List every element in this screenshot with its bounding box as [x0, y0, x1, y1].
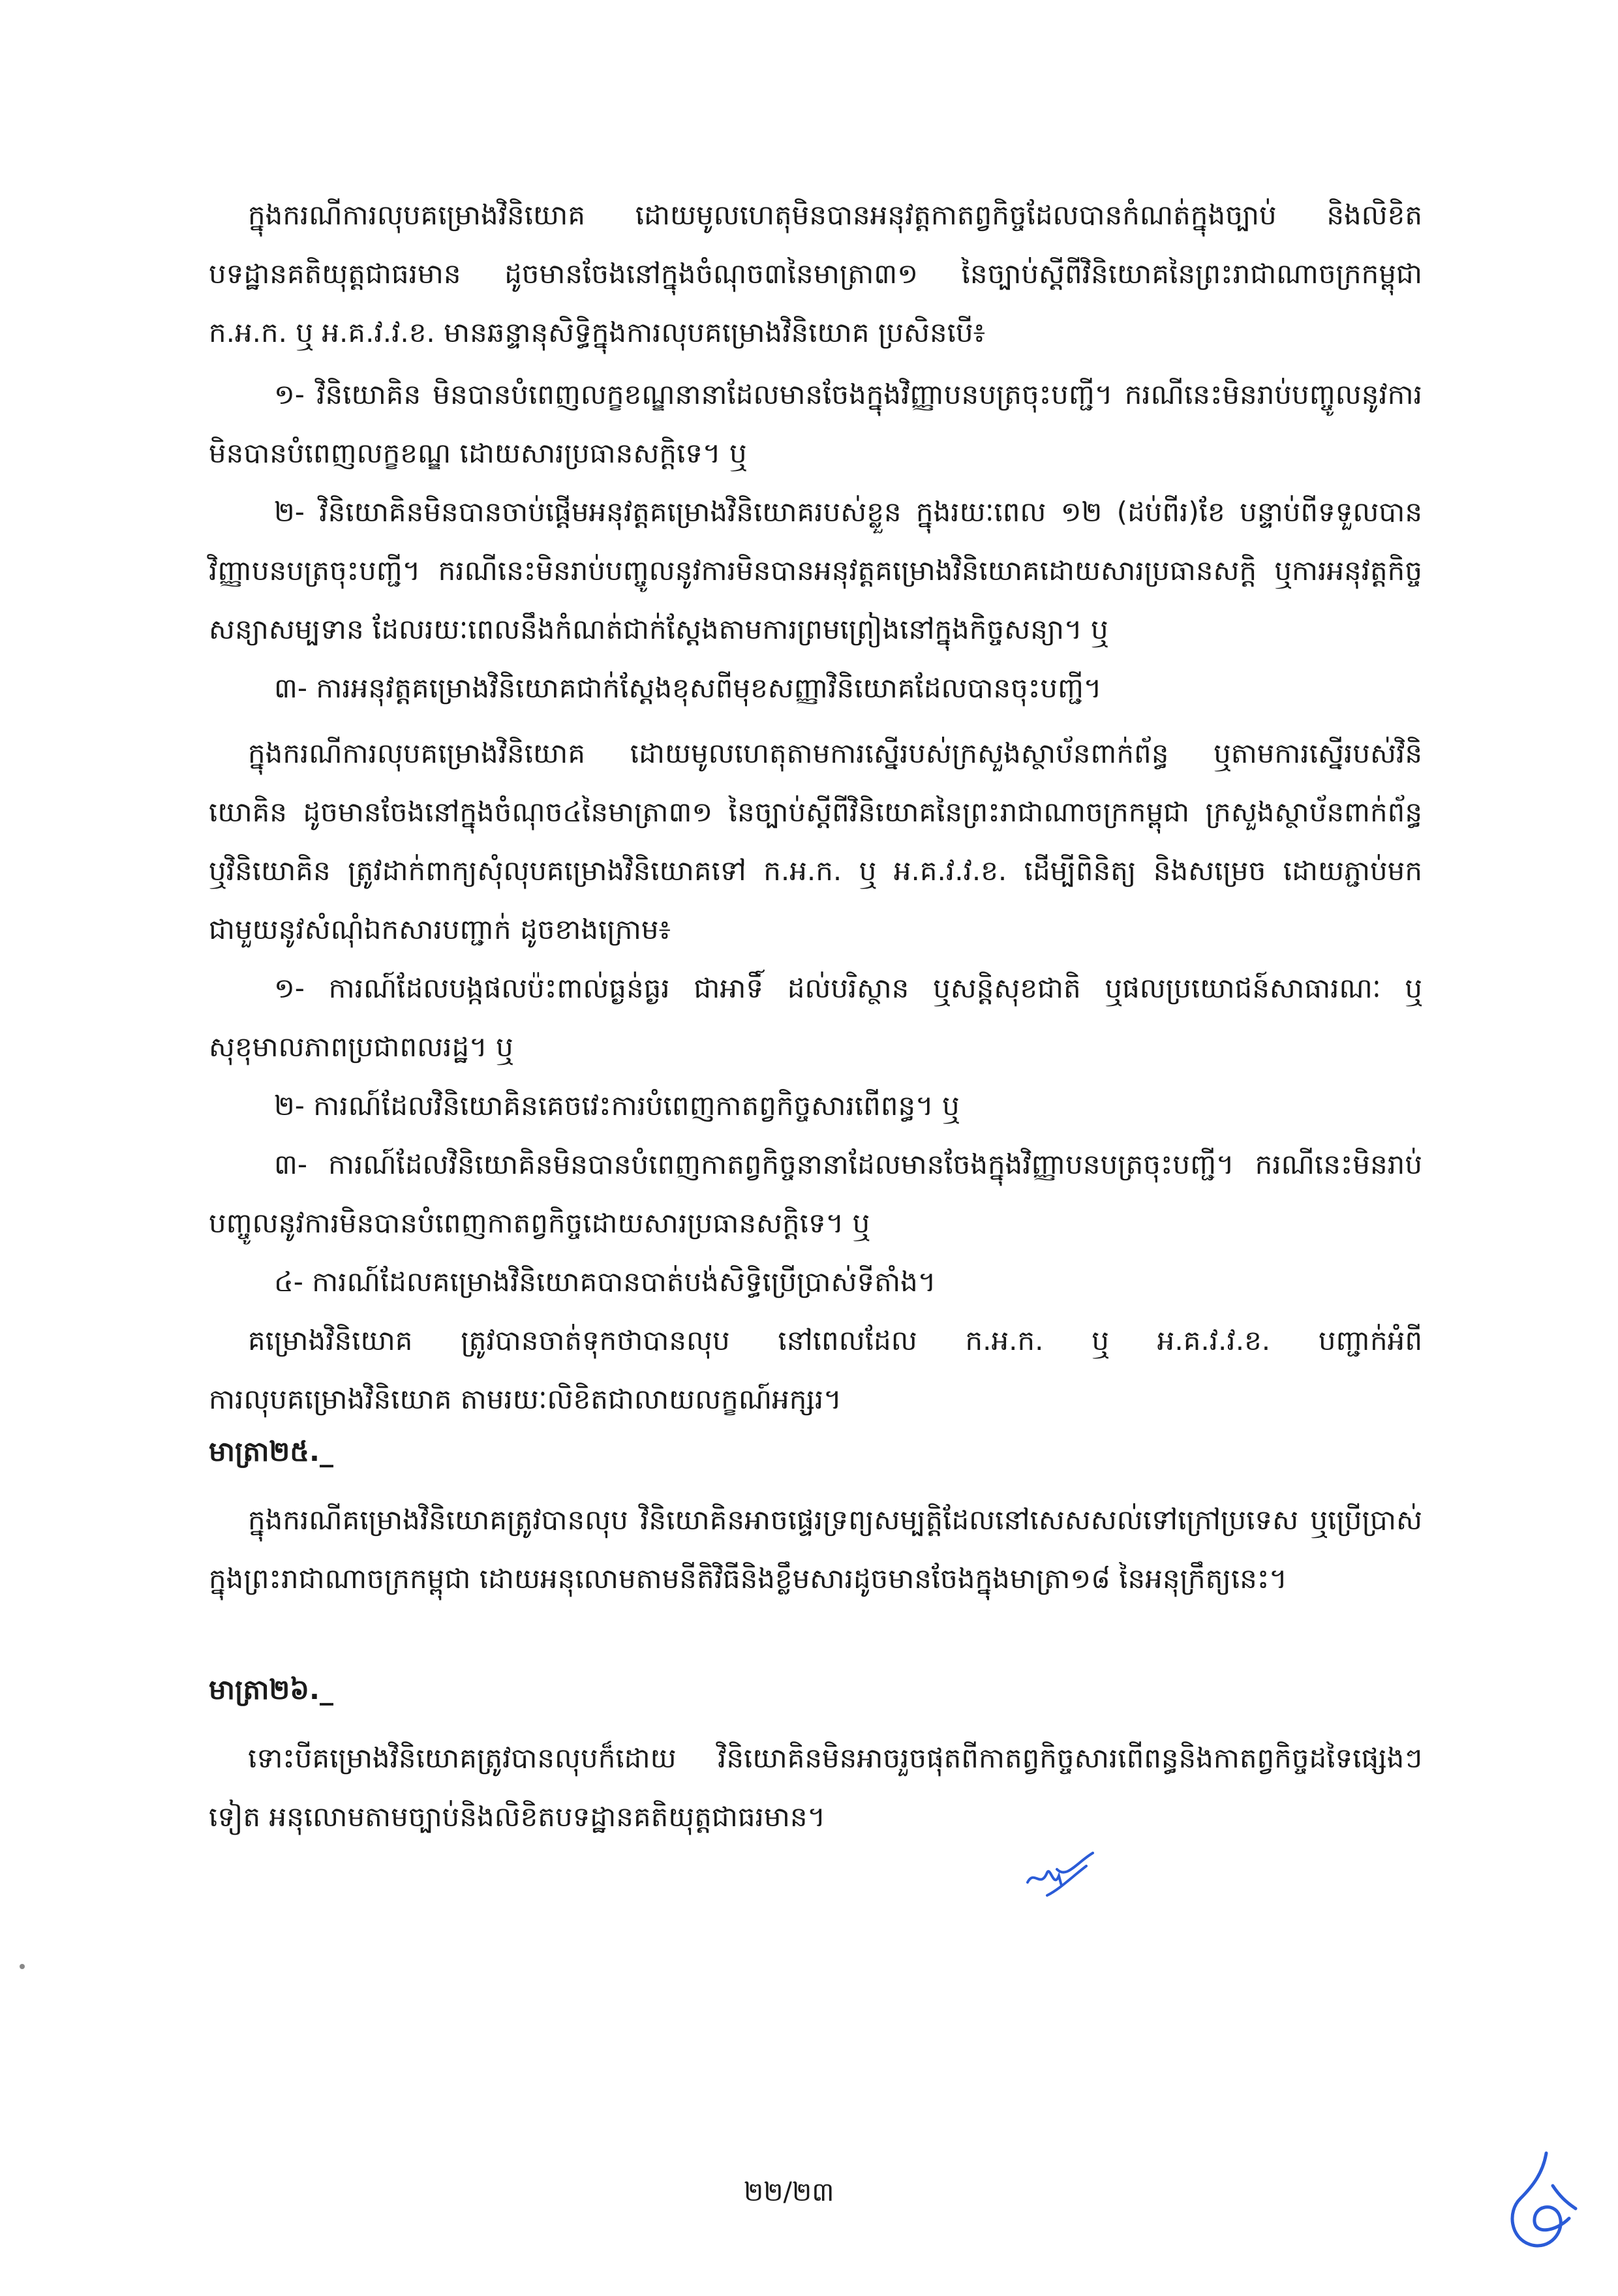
page-number: ២២/២៣ [744, 2177, 834, 2207]
article-26-heading: មាត្រា២៦._ [209, 1674, 333, 1706]
paragraph-case-4: ៤- ការណ៍ដែលគម្រោងវិនិយោគបានបាត់បង់សិទ្ធិប្រើប្រាស់ទីតាំង។ [274, 1266, 936, 1298]
initial-signature-icon [1021, 1850, 1099, 1902]
paragraph-article-25: ក្នុងករណីគម្រោងវិនិយោគត្រូវបានលុប វិនិយោគិនអាចផ្ទេរទ្រព្យសម្បត្តិដែលនៅសេសសល់ទៅក្រៅប្រទេស ឬប្រើប្រាស់ក្នុងព្រះរាជាណាចក្រកម្ពុជា ដោយអនុលោមតាមនីតិវិធីនិងខ្លឹមសារដូចមានចែងក្នុងមាត្រា១៨ នៃអនុក្រឹត្យនេះ។ [209, 1504, 1422, 1595]
paragraph-case-3: ៣- ការណ៍ដែលវិនិយោគិនមិនបានបំពេញកាតព្វកិច្ចនានាដែលមានចែងក្នុងវិញ្ញាបនបត្រចុះបញ្ជី។ ករណីនេះមិនរាប់បញ្ចូលនូវការមិនបានបំពេញកាតព្វកិច្ចដោយសារប្រធានសក្តិទេ។ ឬ [209, 1148, 1422, 1239]
paragraph-article-26: ទោះបីគម្រោងវិនិយោគត្រូវបានលុបក៏ដោយ វិនិយោគិនមិនអាចរួចផុតពីកាតព្វកិច្ចសារពើពន្ធនិងកាតព្វកិច្ចដទៃផ្សេងៗទៀត អនុលោមតាមច្បាប់និងលិខិតបទដ្ឋានគតិយុត្តជាធរមាន។ [209, 1742, 1422, 1833]
paragraph-3: គម្រោងវិនិយោគ ត្រូវបានចាត់ទុកថាបានលុប នៅពេលដែល ក.អ.ក. ឬ អ.គ.វ.វ.ខ. បញ្ជាក់អំពីការលុបគម្រោងវិនិយោគ តាមរយៈលិខិតជាលាយលក្ខណ៍អក្សរ។ [209, 1324, 1422, 1415]
paragraph-case-1: ១- ការណ៍ដែលបង្កផលប៉ះពាល់ធ្ងន់ធ្ងរ ជាអាទិ៍ ដល់បរិស្ថាន ឬសន្តិសុខជាតិ ឬផលប្រយោជន៍សាធារណៈ ឬសុខុមាលភាពប្រជាពលរដ្ឋ។ ឬ [209, 972, 1422, 1063]
article-25-heading: មាត្រា២៥._ [209, 1435, 333, 1467]
paragraph-condition-1: ១- វិនិយោគិន មិនបានបំពេញលក្ខខណ្ឌនានាដែលមានចែងក្នុងវិញ្ញាបនបត្រចុះបញ្ជី។ ករណីនេះមិនរាប់បញ្ចូលនូវការមិនបានបំពេញលក្ខខណ្ឌ ដោយសារប្រធានសក្តិទេ។ ឬ [209, 378, 1422, 469]
paragraph-case-2: ២- ការណ៍ដែលវិនិយោគិនគេចវេះការបំពេញកាតព្វកិច្ចសារពើពន្ធ។ ឬ [274, 1090, 960, 1122]
paragraph-condition-2: ២- វិនិយោគិនមិនបានចាប់ផ្តើមអនុវត្តគម្រោងវិនិយោគរបស់ខ្លួន ក្នុងរយៈពេល ១២ (ដប់ពីរ)ខែ បន្ទាប់ពីទទួលបានវិញ្ញាបនបត្រចុះបញ្ជី។ ករណីនេះមិនរាប់បញ្ចូលនូវការមិនបានអនុវត្តគម្រោងវិនិយោគដោយសារប្រធានសក្តិ ឬការអនុវត្តកិច្ចសន្យាសម្បទាន ដែលរយៈពេលនឹងកំណត់ជាក់ស្តែងតាមការព្រមព្រៀងនៅក្នុងកិច្ចសន្យា។ ឬ [209, 496, 1422, 645]
paragraph-condition-3: ៣- ការអនុវត្តគម្រោងវិនិយោគជាក់ស្តែងខុសពីមុខសញ្ញាវិនិយោគដែលបានចុះបញ្ជី។ [274, 672, 1102, 704]
handwritten-mark-icon [1494, 2147, 1585, 2264]
scan-speck [20, 1964, 25, 1969]
paragraph-2: ក្នុងករណីការលុបគម្រោងវិនិយោគ ដោយមូលហេតុតាមការស្នើរបស់ក្រសួងស្ថាប័នពាក់ព័ន្ធ ឬតាមការស្នើរបស់វិនិយោគិន ដូចមានចែងនៅក្នុងចំណុច៤នៃមាត្រា៣១ នៃច្បាប់ស្តីពីវិនិយោគនៃព្រះរាជាណាចក្រកម្ពុជា ក្រសួងស្ថាប័នពាក់ព័ន្ធ ឬវិនិយោគិន ត្រូវដាក់ពាក្យសុំលុបគម្រោងវិនិយោគទៅ ក.អ.ក. ឬ អ.គ.វ.វ.ខ. ដើម្បីពិនិត្យ និងសម្រេច ដោយភ្ជាប់មកជាមួយនូវសំណុំឯកសារបញ្ជាក់ ដូចខាងក្រោម៖ [209, 737, 1422, 945]
paragraph-1: ក្នុងករណីការលុបគម្រោងវិនិយោគ ដោយមូលហេតុមិនបានអនុវត្តកាតព្វកិច្ចដែលបានកំណត់ក្នុងច្បាប់ និងលិខិតបទដ្ឋានគតិយុត្តជាធរមាន ដូចមានចែងនៅក្នុងចំណុច៣នៃមាត្រា៣១ នៃច្បាប់ស្តីពីវិនិយោគនៃព្រះរាជាណាចក្រកម្ពុជា ក.អ.ក. ឬ អ.គ.វ.វ.ខ. មានឆន្ទានុសិទ្ធិក្នុងការលុបគម្រោងវិនិយោគ ប្រសិនបើ៖ [209, 199, 1422, 348]
